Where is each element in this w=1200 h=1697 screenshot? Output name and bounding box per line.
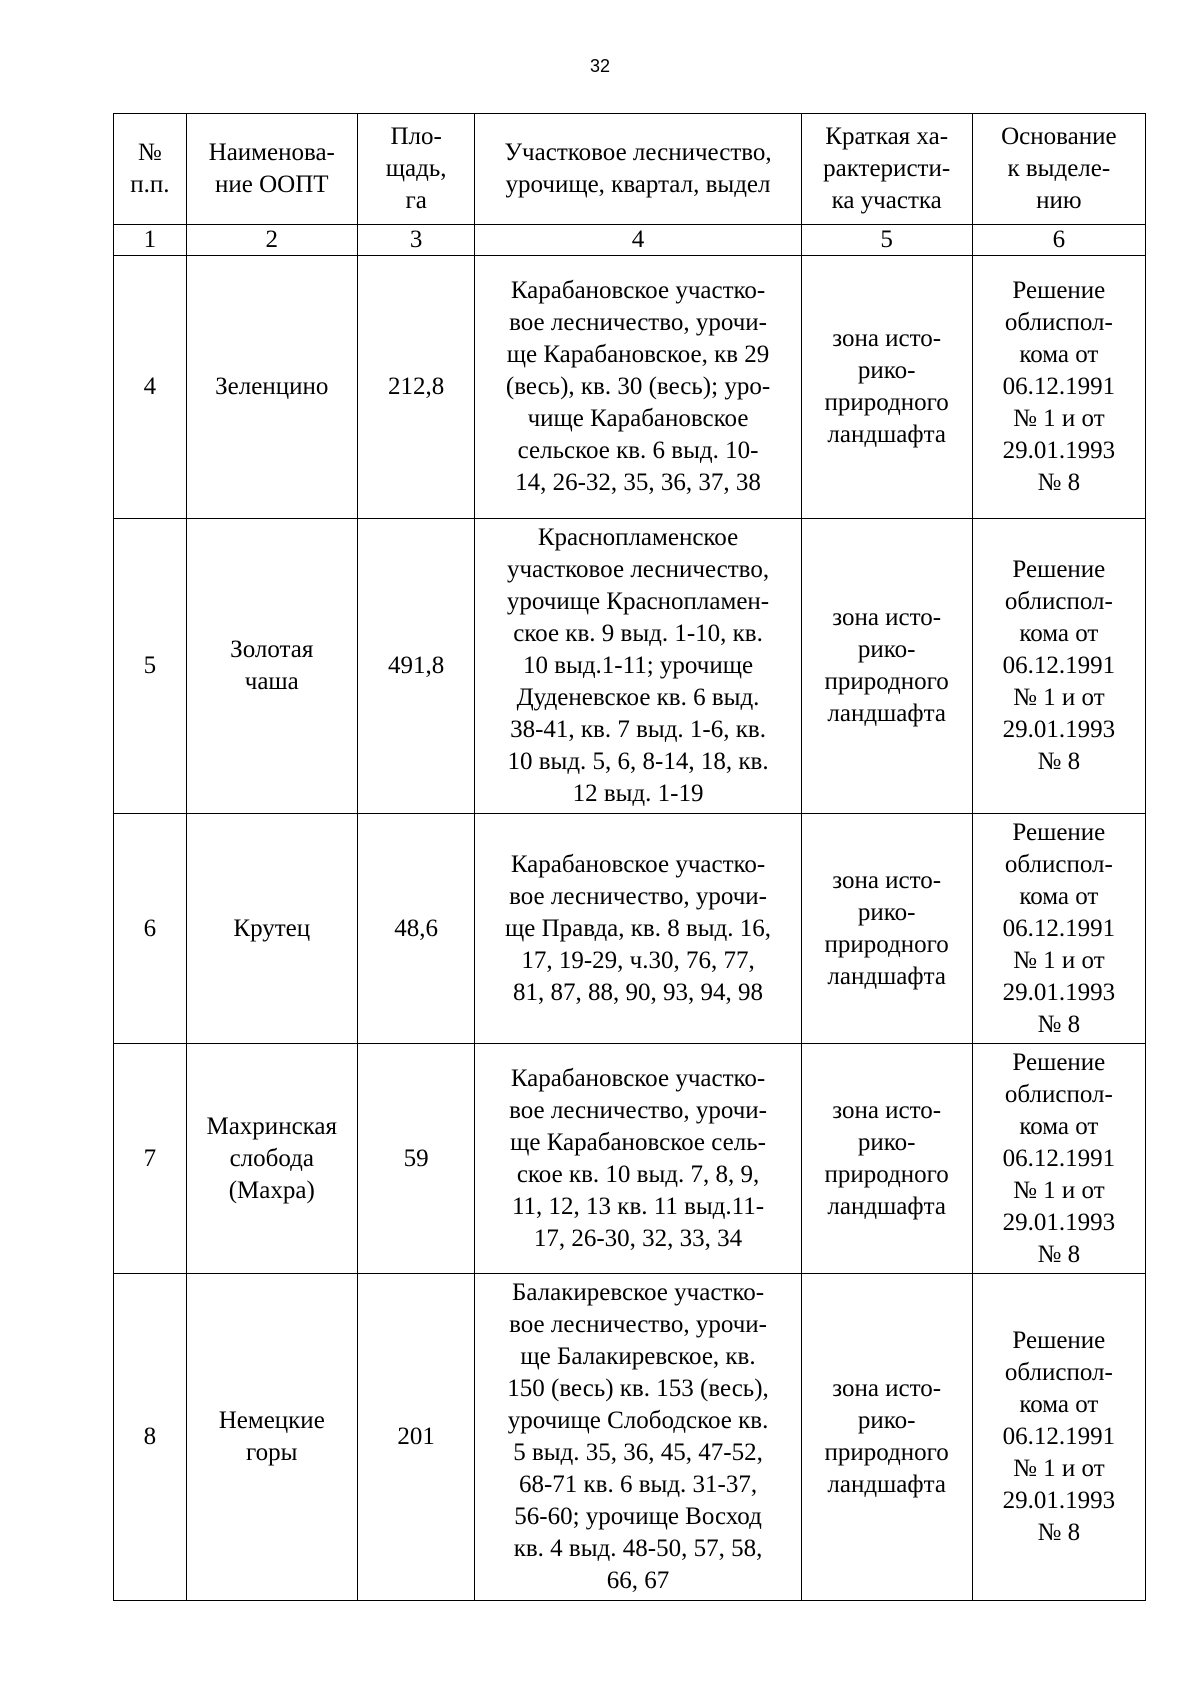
table-row — [114, 1044, 1146, 1274]
row-description: зона исто- рико- природного ландшафта — [801, 519, 972, 814]
row-location: Карабановское участко- вое лесничество, урочи- ще Карабановское сель- ское кв. 10 выд. 7, 8, 9, 11, 12, 13 кв. 11 выд.11- 17, 26-30, 32, 33, 34 — [475, 1044, 801, 1274]
row-number: 7 — [114, 1044, 187, 1274]
row-name: Золотая чаша — [186, 519, 357, 814]
column-number-row — [114, 225, 1146, 256]
row-area: 59 — [357, 1044, 475, 1274]
row-location: Карабановское участко- вое лесничество, урочи- ще Правда, кв. 8 выд. 16, 17, 19-29, ч.30, 76, 77, 81, 87, 88, 90, 93, 94, 98 — [475, 814, 801, 1044]
column-number: 5 — [801, 225, 972, 256]
row-location: Карабановское участко- вое лесничество, урочи- ще Карабановское, кв 29 (весь), кв. 30 (весь); уро- чище Карабановское сельское кв. 6 выд. 10- 14, 26-32, 35, 36, 37, 38 — [475, 256, 801, 519]
row-number: 8 — [114, 1274, 187, 1601]
row-number: 4 — [114, 256, 187, 519]
column-number: 4 — [475, 225, 801, 256]
row-area: 48,6 — [357, 814, 475, 1044]
column-number: 2 — [186, 225, 357, 256]
row-basis: Решение облиспол- кома от 06.12.1991 № 1 и от 29.01.1993 № 8 — [972, 814, 1145, 1044]
table-row — [114, 1274, 1146, 1601]
row-basis: Решение облиспол- кома от 06.12.1991 № 1 и от 29.01.1993 № 8 — [972, 1274, 1145, 1601]
row-description: зона исто- рико- природного ландшафта — [801, 1044, 972, 1274]
header-cell-basis: Основание к выделе- нию — [972, 114, 1145, 225]
row-location: Балакиревское участко- вое лесничество, урочи- ще Балакиревское, кв. 150 (весь) кв. 153 (весь), урочище Слободское кв. 5 выд. 35, 36, 45, 47-52, 68-71 кв. 6 выд. 31-37, 56-60; урочище Восход кв. 4 выд. 48-50, 57, 58, 66, 67 — [475, 1274, 801, 1601]
header-cell-name: Наименова- ние ООПТ — [186, 114, 357, 225]
header-cell-description: Краткая ха- рактеристи- ка участка — [801, 114, 972, 225]
row-description: зона исто- рико- природного ландшафта — [801, 814, 972, 1044]
row-area: 201 — [357, 1274, 475, 1601]
header-cell-number: № п.п. — [114, 114, 187, 225]
table-row — [114, 814, 1146, 1044]
row-number: 6 — [114, 814, 187, 1044]
row-basis: Решение облиспол- кома от 06.12.1991 № 1 и от 29.01.1993 № 8 — [972, 1044, 1145, 1274]
column-number: 3 — [357, 225, 475, 256]
row-name: Крутец — [186, 814, 357, 1044]
page-number: 32 — [589, 56, 611, 76]
row-basis: Решение облиспол- кома от 06.12.1991 № 1 и от 29.01.1993 № 8 — [972, 519, 1145, 814]
header-cell-location: Участковое лесничество, урочище, квартал, выдел — [475, 114, 801, 225]
row-number: 5 — [114, 519, 187, 814]
row-location: Краснопламенское участковое лесничество, урочище Краснопламен- ское кв. 9 выд. 1-10, кв. 10 выд.1-11; урочище Дуденевское кв. 6 выд. 38-41, кв. 7 выд. 1-6, кв. 10 выд. 5, 6, 8-14, 18, кв. 12 выд. 1-19 — [475, 519, 801, 814]
column-number: 6 — [972, 225, 1145, 256]
row-name: Махринская слобода (Махра) — [186, 1044, 357, 1274]
table-row — [114, 256, 1146, 519]
row-name: Зеленцино — [186, 256, 357, 519]
header-cell-area: Пло- щадь, га — [357, 114, 475, 225]
oopt-table — [113, 113, 1146, 1601]
row-area: 491,8 — [357, 519, 475, 814]
column-number: 1 — [114, 225, 187, 256]
row-description: зона исто- рико- природного ландшафта — [801, 256, 972, 519]
table-header-row — [114, 114, 1146, 225]
row-description: зона исто- рико- природного ландшафта — [801, 1274, 972, 1601]
row-area: 212,8 — [357, 256, 475, 519]
row-name: Немецкие горы — [186, 1274, 357, 1601]
table-row — [114, 519, 1146, 814]
row-basis: Решение облиспол- кома от 06.12.1991 № 1 и от 29.01.1993 № 8 — [972, 256, 1145, 519]
